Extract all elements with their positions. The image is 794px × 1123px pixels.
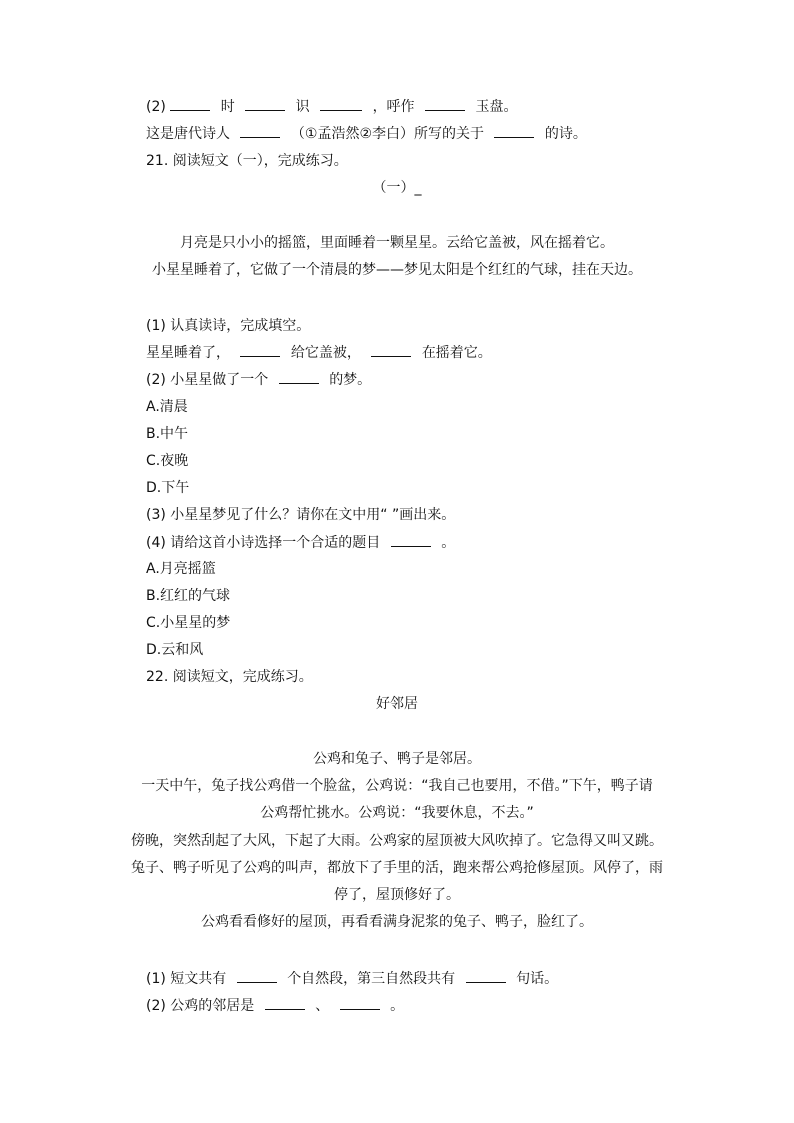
q22-paragraph-3a: 傍晚，突然刮起了大风，下起了大雨。公鸡家的屋顶被大风吹掉了。它急得又叫又跳。 [131, 833, 663, 849]
q21-fill-1 [146, 342, 492, 362]
q22-sub-1-text: 个自然段，第三自然段共有 [287, 971, 456, 987]
q20-line-3-text: 的诗。 [544, 126, 587, 142]
q21-poem-line-2: 小星星睡着了，它做了一个清晨的梦——梦见太阳是个红红的气球，挂在天边。 [152, 262, 642, 278]
q21-sub-3: (3) 小星星梦见了什么？请你在文中用“ ”画出来。 [146, 507, 456, 523]
q20-line-3-text: 这是唐代诗人 [146, 126, 230, 142]
q21-sub-2-text: 的梦。 [329, 372, 372, 388]
answer-blank[interactable] [279, 369, 319, 384]
option-item[interactable]: C.夜晚 [146, 453, 189, 469]
answer-blank[interactable] [466, 968, 506, 983]
q22-sub-2-text: 。 [390, 998, 405, 1014]
q21-fill-1-text: 星星睡着了， [146, 345, 230, 361]
q20-line-2-text: 识 [295, 99, 310, 115]
q21-title: （一）_ [372, 180, 422, 196]
option-item[interactable]: B.中午 [146, 426, 189, 442]
q20-line-2-text: 时 [220, 99, 235, 115]
q20-line-3-text: （①孟浩然②李白）所写的关于 [290, 126, 485, 142]
q22-sub-1 [146, 968, 558, 988]
q21-sub-4-text: (4) 请给这首小诗选择一个合适的题目 [146, 535, 381, 551]
q22-paragraph-2b: 公鸡帮忙挑水。公鸡说：“我要休息，不去。” [260, 805, 534, 821]
answer-blank[interactable] [391, 532, 431, 547]
answer-blank[interactable] [240, 342, 280, 357]
q22-sub-2-text: 、 [315, 998, 330, 1014]
q21-sub-4-text: 。 [441, 535, 456, 551]
q22-sub-1-text: (1) 短文共有 [146, 971, 227, 987]
q20-line-2 [146, 96, 523, 116]
q21-sub-4 [146, 532, 455, 552]
q22-sub-2 [146, 995, 404, 1015]
answer-blank[interactable] [371, 342, 411, 357]
q22-sub-2-text: (2) 公鸡的邻居是 [146, 998, 255, 1014]
option-item[interactable]: C.小星星的梦 [146, 615, 231, 631]
option-item[interactable]: D.下午 [146, 480, 190, 496]
answer-blank[interactable] [494, 123, 534, 138]
answer-blank[interactable] [425, 96, 465, 111]
q21-sub-1: (1) 认真读诗，完成填空。 [146, 318, 311, 334]
answer-blank[interactable] [170, 96, 210, 111]
q21-sub-2-text: (2) 小星星做了一个 [146, 372, 269, 388]
answer-blank[interactable] [320, 96, 362, 111]
answer-blank[interactable] [237, 968, 277, 983]
answer-blank[interactable] [245, 96, 285, 111]
q21-fill-1-text: 在摇着它。 [421, 345, 492, 361]
q20-line-2-label: (2) [146, 99, 166, 115]
q21-poem-line-1: 月亮是只小小的摇篮，里面睡着一颗星星。云给它盖被，风在摇着它。 [180, 235, 614, 251]
q20-line-3 [146, 123, 587, 143]
q21-sub-2 [146, 369, 371, 389]
q22-paragraph-4: 公鸡看看修好的屋顶，再看看满身泥浆的兔子、鸭子，脸红了。 [201, 914, 593, 930]
q22-sub-1-text: 句话。 [516, 971, 559, 987]
option-item[interactable]: D.云和风 [146, 642, 204, 658]
q22-paragraph-3b: 兔子、鸭子听见了公鸡的叫声，都放下了手里的活，跑来帮公鸡抢修屋顶。风停了，雨 [131, 860, 663, 876]
option-item[interactable]: B.红红的气球 [146, 588, 231, 604]
q21-heading: 21. 阅读短文（一），完成练习。 [146, 153, 348, 169]
answer-blank[interactable] [340, 995, 380, 1010]
q22-paragraph-3c: 停了，屋顶修好了。 [334, 887, 460, 903]
q22-paragraph-1: 公鸡和兔子、鸭子是邻居。 [313, 751, 481, 767]
q20-line-2-text: 玉盘。 [475, 99, 518, 115]
answer-blank[interactable] [265, 995, 305, 1010]
option-item[interactable]: A.月亮摇篮 [146, 561, 216, 577]
q22-title: 好邻居 [376, 696, 418, 712]
option-item[interactable]: A.清晨 [146, 399, 188, 415]
answer-blank[interactable] [240, 123, 280, 138]
q21-fill-1-text: 给它盖被， [290, 345, 361, 361]
q22-heading: 22. 阅读短文，完成练习。 [146, 669, 313, 685]
q20-line-2-text: ，呼作 [372, 99, 415, 115]
q22-paragraph-2a: 一天中午，兔子找公鸡借一个脸盆，公鸡说：“我自己也要用，不借。”下午，鸭子请 [141, 778, 653, 794]
